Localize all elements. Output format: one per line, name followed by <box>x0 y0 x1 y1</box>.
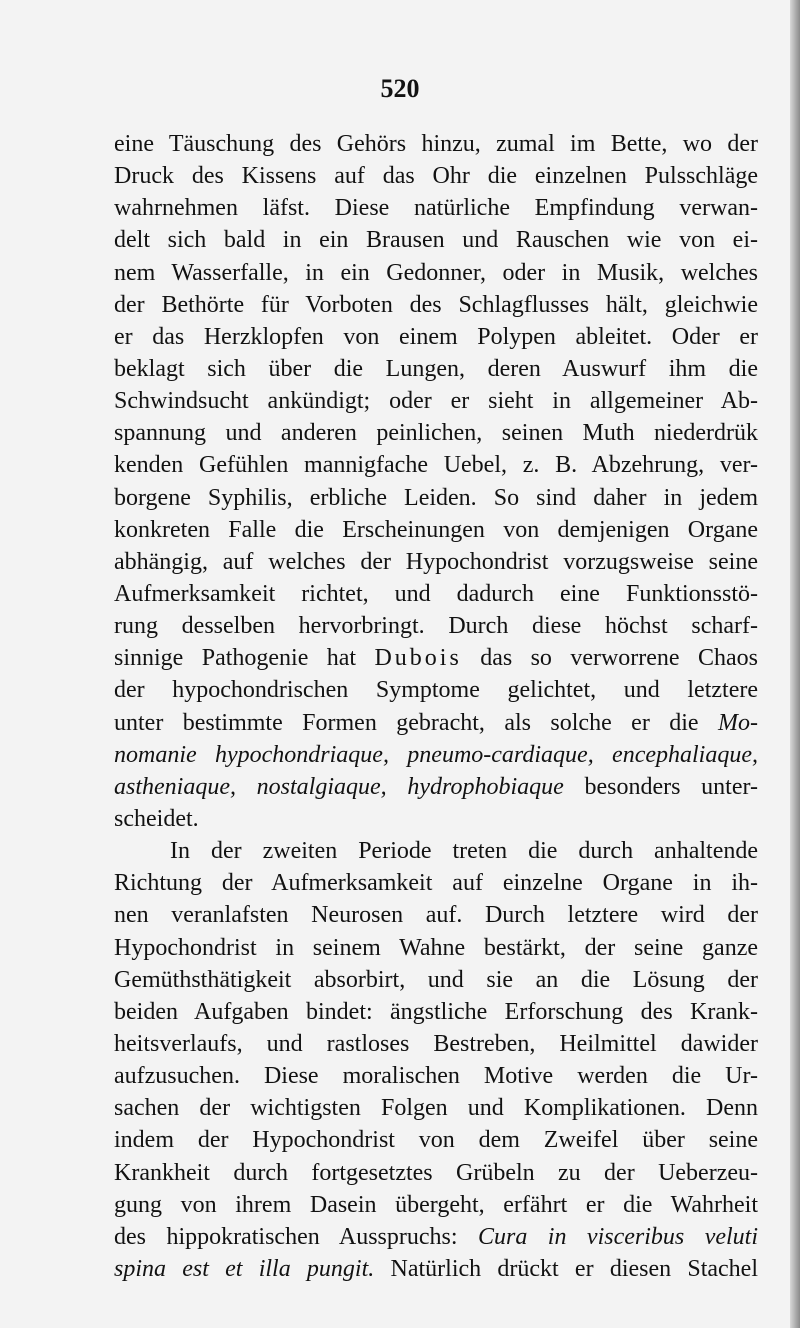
text-line <box>114 771 758 803</box>
italic-text: astheniaque, nostalgiaque, hydrophobiaque <box>114 773 564 800</box>
text-segment: beklagt sich über die Lungen, deren Auswurf ihm die <box>114 355 758 382</box>
text-line <box>114 192 758 224</box>
text-segment: nen veranlafsten Neurosen auf. Durch letztere wird der <box>114 902 758 929</box>
text-segment: Gemüthsthätigkeit absorbirt, und sie an die Lösung der <box>114 966 758 993</box>
text-line <box>114 674 758 706</box>
text-line <box>114 449 758 481</box>
text-segment: das so verworrene Chaos <box>461 645 758 672</box>
text-line <box>114 1157 758 1189</box>
text-segment: kenden Gefühlen mannigfache Uebel, z. B. Abzehrung, ver- <box>114 452 758 479</box>
text-line <box>114 1124 758 1156</box>
text-segment: In der zweiten Periode treten die durch anhaltende <box>170 838 758 865</box>
text-segment: rung desselben hervorbringt. Durch diese höchst scharf- <box>114 613 758 640</box>
text-line <box>114 1253 758 1285</box>
text-line <box>114 996 758 1028</box>
italic-text: Cura in visceribus veluti <box>478 1223 759 1250</box>
text-line <box>114 257 758 289</box>
text-line <box>114 353 758 385</box>
page-number: 520 <box>380 74 420 103</box>
text-segment: gung von ihrem Dasein übergeht, erfährt er die Wahrheit <box>114 1191 758 1218</box>
text-segment: besonders unter- <box>563 773 758 800</box>
text-line <box>114 932 758 964</box>
text-segment: beiden Aufgaben bindet: ängstliche Erforschung des Krank- <box>114 998 758 1025</box>
text-line <box>114 417 758 449</box>
text-line <box>114 1060 758 1092</box>
text-line <box>114 899 758 931</box>
text-line <box>114 1221 758 1253</box>
italic-text: nomanie hypochondriaque, pneumo-cardiaque, encephaliaque, <box>114 741 758 768</box>
text-line <box>114 610 758 642</box>
text-segment: Richtung der Aufmerksamkeit auf einzelne Organe in ih- <box>114 870 758 897</box>
text-line <box>114 803 758 835</box>
text-segment: der Bethörte für Vorboten des Schlagflusses hält, gleichwie <box>114 291 758 318</box>
text-segment: des hippokratischen Ausspruchs: <box>114 1223 478 1250</box>
text-segment: indem der Hypochondrist von dem Zweifel über seine <box>114 1127 758 1154</box>
text-line <box>114 835 758 867</box>
text-line <box>114 224 758 256</box>
text-segment: wahrnehmen läfst. Diese natürliche Empfindung verwan- <box>114 195 758 222</box>
text-segment: der hypochondrischen Symptome gelichtet, und letztere <box>114 677 758 704</box>
text-segment: nem Wasserfalle, in ein Gedonner, oder in Musik, welches <box>114 259 758 286</box>
text-line <box>114 321 758 353</box>
text-line <box>114 1092 758 1124</box>
text-segment: er das Herzklopfen von einem Polypen ableitet. Oder er <box>114 323 758 350</box>
spaced-name: Dubois <box>374 645 462 672</box>
text-segment: delt sich bald in ein Brausen und Rauschen wie von ei- <box>114 227 758 254</box>
text-line <box>114 128 758 160</box>
text-segment: abhängig, auf welches der Hypochondrist vorzugsweise seine <box>114 548 758 575</box>
text-line <box>114 482 758 514</box>
body-text <box>114 128 758 1285</box>
text-line <box>114 739 758 771</box>
text-line <box>114 867 758 899</box>
text-line <box>114 160 758 192</box>
text-segment: Natürlich drückt er diesen Stachel <box>374 1255 759 1282</box>
text-line <box>114 1028 758 1060</box>
text-line <box>114 642 758 674</box>
text-segment: Aufmerksamkeit richtet, und dadurch eine Funktionsstö- <box>114 580 758 607</box>
text-line <box>114 578 758 610</box>
text-segment: spannung und anderen peinlichen, seinen Muth niederdrük <box>114 420 758 447</box>
text-segment: Hypochondrist in seinem Wahne bestärkt, der seine ganze <box>114 934 758 961</box>
text-segment: eine Täuschung des Gehörs hinzu, zumal im Bette, wo der <box>114 131 758 157</box>
text-line <box>114 1189 758 1221</box>
italic-text: spina est et illa pungit. <box>114 1255 375 1282</box>
text-line <box>114 514 758 546</box>
text-segment: Druck des Kissens auf das Ohr die einzelnen Pulsschläge <box>114 163 758 190</box>
text-line <box>114 289 758 321</box>
text-segment: unter bestimmte Formen gebracht, als solche er die <box>114 709 719 736</box>
text-line <box>114 546 758 578</box>
text-line <box>114 385 758 417</box>
text-segment: Krankheit durch fortgesetztes Grübeln zu der Ueberzeu- <box>114 1159 758 1186</box>
text-segment: sinnige Pathogenie hat <box>114 645 375 672</box>
text-segment: scheidet. <box>114 805 199 832</box>
text-segment: konkreten Falle die Erscheinungen von demjenigen Organe <box>114 516 758 543</box>
italic-text: Mo- <box>718 709 758 736</box>
text-segment: aufzusuchen. Diese moralischen Motive werden die Ur- <box>114 1063 758 1090</box>
text-segment: sachen der wichtigsten Folgen und Komplikationen. Denn <box>114 1095 758 1122</box>
page-edge-shadow <box>790 0 800 1328</box>
text-segment: heitsverlaufs, und rastloses Bestreben, Heilmittel dawider <box>114 1030 758 1057</box>
text-segment: borgene Syphilis, erbliche Leiden. So sind daher in jedem <box>114 484 758 511</box>
text-segment: Schwindsucht ankündigt; oder er sieht in allgemeiner Ab- <box>114 388 758 415</box>
text-line <box>114 707 758 739</box>
text-line <box>114 964 758 996</box>
